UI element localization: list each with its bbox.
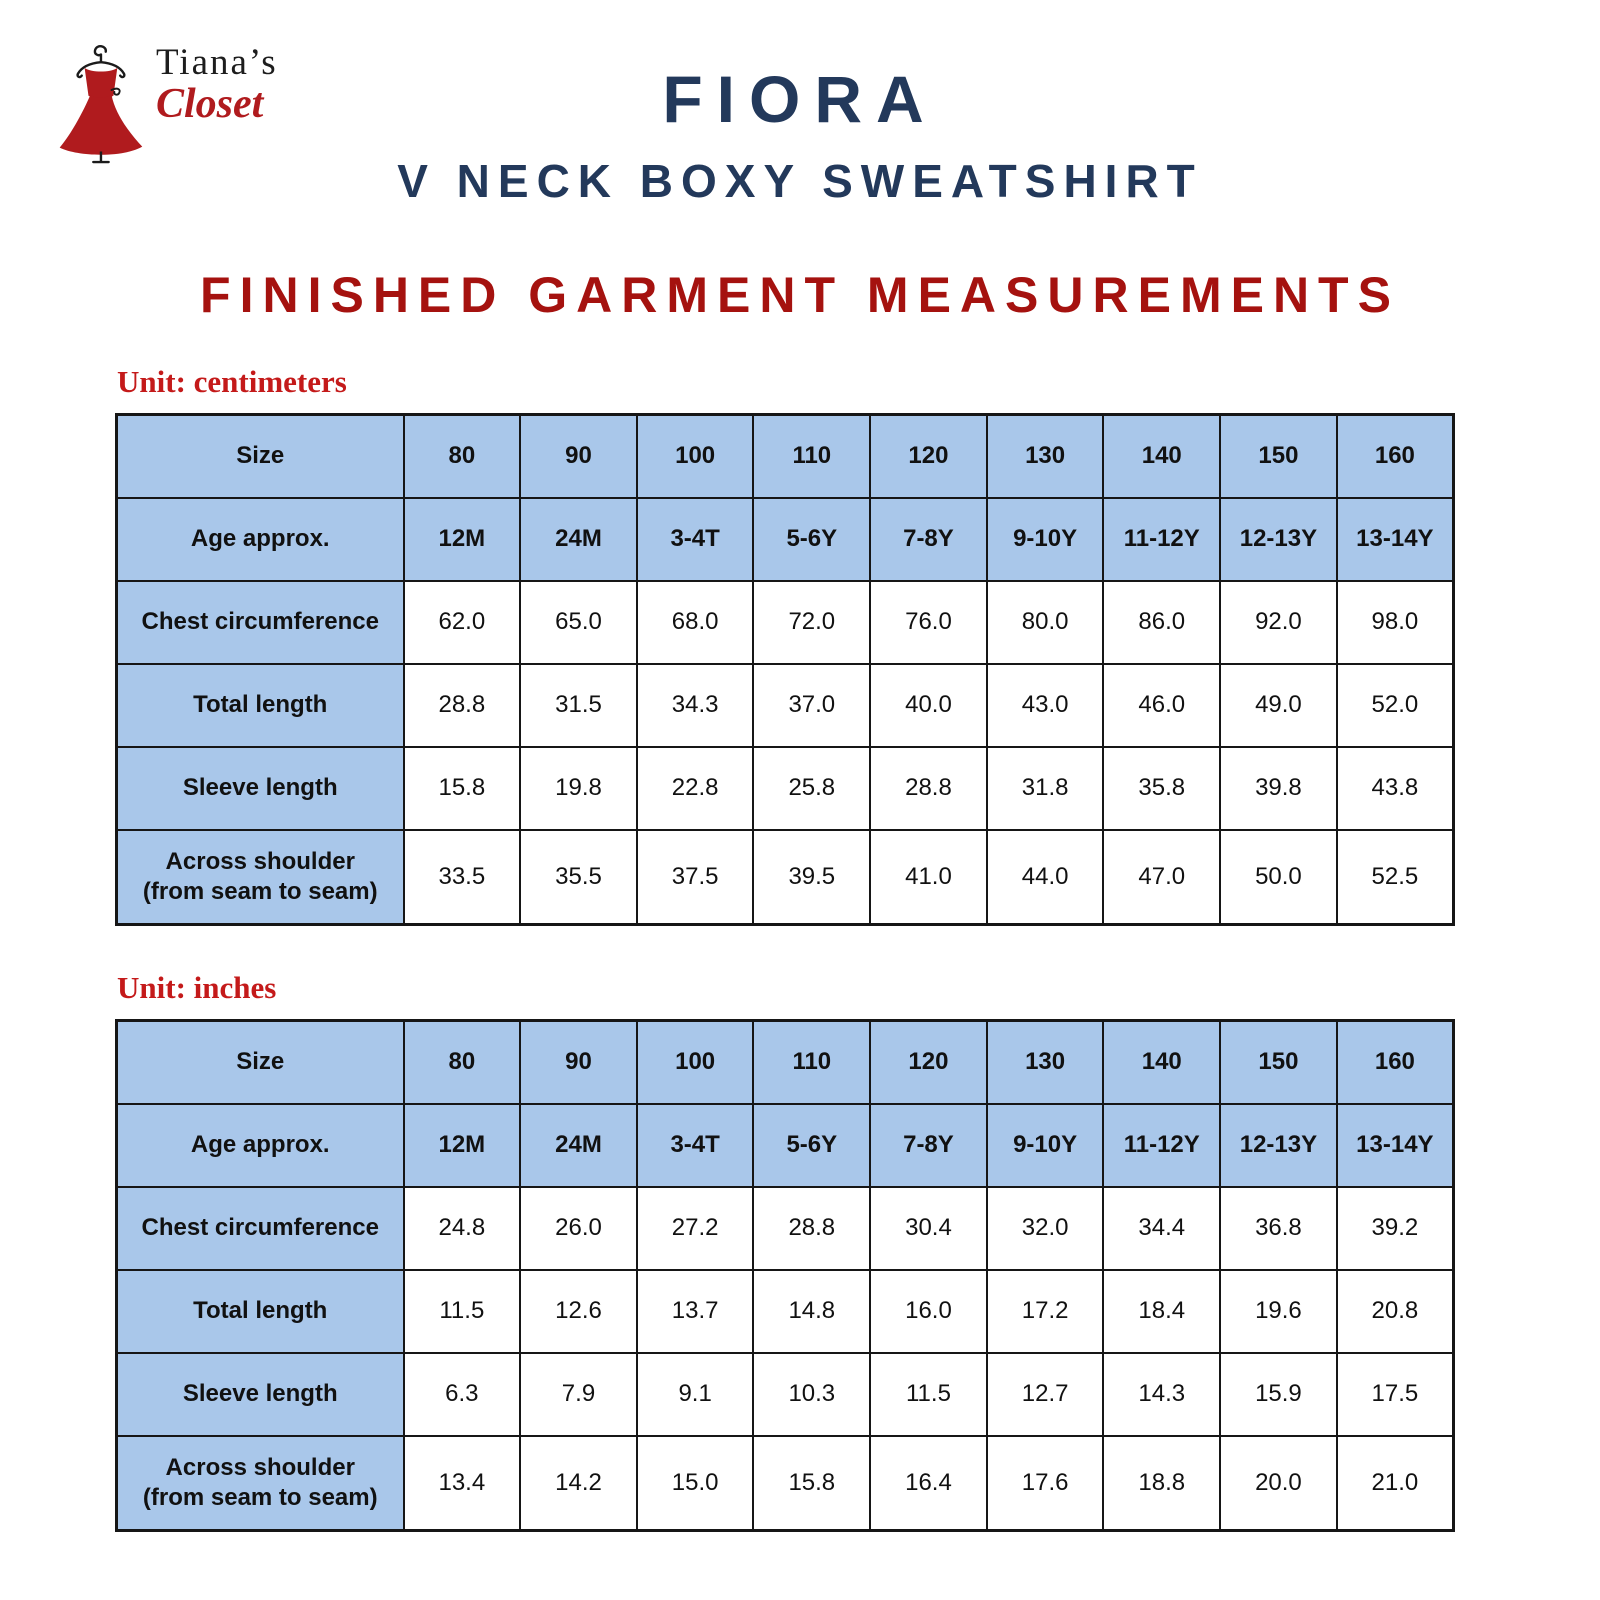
measurement-value-cell: 22.8 bbox=[637, 747, 754, 830]
unit-label-centimeters: Unit: centimeters bbox=[117, 364, 347, 399]
inches-table-section bbox=[115, 972, 1455, 1532]
measurement-value-cell: 25.8 bbox=[753, 747, 870, 830]
measurement-value-cell: 41.0 bbox=[870, 830, 987, 925]
measurement-value-cell: 14.8 bbox=[753, 1270, 870, 1353]
measurement-value-cell: 31.5 bbox=[520, 664, 637, 747]
measurement-value-cell: 21.0 bbox=[1337, 1436, 1454, 1531]
measurement-value-cell: 37.0 bbox=[753, 664, 870, 747]
measurement-value-cell: 65.0 bbox=[520, 581, 637, 664]
measurement-value-cell: 28.8 bbox=[870, 747, 987, 830]
size-header-cell: 90 bbox=[520, 415, 637, 498]
tables-area bbox=[115, 366, 1455, 1532]
brand-wordmark bbox=[156, 36, 278, 125]
age-value-cell: 12M bbox=[404, 1104, 521, 1187]
pattern-subtitle: V NECK BOXY SWEATSHIRT bbox=[397, 155, 1203, 207]
size-header-cell: 120 bbox=[870, 415, 987, 498]
measurement-value-cell: 12.7 bbox=[987, 1353, 1104, 1436]
measurement-value-cell: 15.8 bbox=[404, 747, 521, 830]
measurement-value-cell: 34.3 bbox=[637, 664, 754, 747]
measurement-row-label: Across shoulder (from seam to seam) bbox=[117, 830, 404, 925]
age-value-cell: 5-6Y bbox=[753, 1104, 870, 1187]
measurement-value-cell: 39.8 bbox=[1220, 747, 1337, 830]
size-header-cell: 130 bbox=[987, 415, 1104, 498]
measurement-value-cell: 17.5 bbox=[1337, 1353, 1454, 1436]
size-header-cell: 160 bbox=[1337, 1021, 1454, 1104]
measurement-value-cell: 80.0 bbox=[987, 581, 1104, 664]
measurement-value-cell: 39.2 bbox=[1337, 1187, 1454, 1270]
measurement-value-cell: 6.3 bbox=[404, 1353, 521, 1436]
measurement-table bbox=[115, 413, 1455, 926]
size-header-label: Size bbox=[117, 415, 404, 498]
measurement-row-label: Age approx. bbox=[117, 498, 404, 581]
age-value-cell: 24M bbox=[520, 498, 637, 581]
unit-label-inches: Unit: inches bbox=[117, 970, 277, 1005]
size-header-cell: 130 bbox=[987, 1021, 1104, 1104]
measurement-value-cell: 37.5 bbox=[637, 830, 754, 925]
measurement-value-cell: 35.5 bbox=[520, 830, 637, 925]
measurement-value-cell: 35.8 bbox=[1103, 747, 1220, 830]
age-value-cell: 12-13Y bbox=[1220, 498, 1337, 581]
measurement-row-label: Chest circumference bbox=[117, 581, 404, 664]
measurement-value-cell: 40.0 bbox=[870, 664, 987, 747]
measurement-table bbox=[115, 1019, 1455, 1532]
age-value-cell: 7-8Y bbox=[870, 498, 987, 581]
measurement-value-cell: 10.3 bbox=[753, 1353, 870, 1436]
size-header-cell: 120 bbox=[870, 1021, 987, 1104]
measurement-row-label: Chest circumference bbox=[117, 1187, 404, 1270]
size-header-cell: 160 bbox=[1337, 415, 1454, 498]
age-value-cell: 24M bbox=[520, 1104, 637, 1187]
measurement-row-label: Total length bbox=[117, 664, 404, 747]
measurement-value-cell: 13.4 bbox=[404, 1436, 521, 1531]
cm-table-host bbox=[115, 413, 1455, 926]
measurement-value-cell: 24.8 bbox=[404, 1187, 521, 1270]
measurement-value-cell: 13.7 bbox=[637, 1270, 754, 1353]
brand-name-bottom: Closet bbox=[156, 81, 264, 127]
measurement-value-cell: 15.9 bbox=[1220, 1353, 1337, 1436]
measurement-value-cell: 9.1 bbox=[637, 1353, 754, 1436]
measurement-value-cell: 18.8 bbox=[1103, 1436, 1220, 1531]
measurement-value-cell: 43.8 bbox=[1337, 747, 1454, 830]
size-header-cell: 80 bbox=[404, 415, 521, 498]
measurement-value-cell: 72.0 bbox=[753, 581, 870, 664]
measurement-value-cell: 62.0 bbox=[404, 581, 521, 664]
measurement-value-cell: 16.4 bbox=[870, 1436, 987, 1531]
inches-table-host bbox=[115, 1019, 1455, 1532]
brand-name-top: Tiana’s bbox=[156, 42, 278, 83]
measurement-value-cell: 18.4 bbox=[1103, 1270, 1220, 1353]
measurement-value-cell: 15.8 bbox=[753, 1436, 870, 1531]
measurement-value-cell: 16.0 bbox=[870, 1270, 987, 1353]
size-header-cell: 110 bbox=[753, 415, 870, 498]
size-header-cell: 140 bbox=[1103, 415, 1220, 498]
size-header-cell: 90 bbox=[520, 1021, 637, 1104]
pattern-title: FIORA bbox=[662, 62, 938, 136]
cm-table-section bbox=[115, 366, 1455, 926]
brand-logo bbox=[52, 36, 278, 164]
size-header-cell: 80 bbox=[404, 1021, 521, 1104]
measurement-row-label: Sleeve length bbox=[117, 747, 404, 830]
measurement-value-cell: 20.0 bbox=[1220, 1436, 1337, 1531]
age-value-cell: 3-4T bbox=[637, 498, 754, 581]
measurement-value-cell: 47.0 bbox=[1103, 830, 1220, 925]
measurement-value-cell: 92.0 bbox=[1220, 581, 1337, 664]
measurement-value-cell: 46.0 bbox=[1103, 664, 1220, 747]
measurement-value-cell: 14.3 bbox=[1103, 1353, 1220, 1436]
measurement-row-label: Age approx. bbox=[117, 1104, 404, 1187]
measurement-value-cell: 98.0 bbox=[1337, 581, 1454, 664]
measurement-value-cell: 31.8 bbox=[987, 747, 1104, 830]
measurement-value-cell: 86.0 bbox=[1103, 581, 1220, 664]
measurement-value-cell: 17.2 bbox=[987, 1270, 1104, 1353]
measurement-value-cell: 49.0 bbox=[1220, 664, 1337, 747]
measurement-value-cell: 76.0 bbox=[870, 581, 987, 664]
measurement-value-cell: 43.0 bbox=[987, 664, 1104, 747]
measurement-value-cell: 50.0 bbox=[1220, 830, 1337, 925]
measurement-value-cell: 11.5 bbox=[870, 1353, 987, 1436]
measurement-value-cell: 11.5 bbox=[404, 1270, 521, 1353]
measurement-value-cell: 30.4 bbox=[870, 1187, 987, 1270]
measurement-value-cell: 34.4 bbox=[1103, 1187, 1220, 1270]
size-header-cell: 110 bbox=[753, 1021, 870, 1104]
size-header-cell: 150 bbox=[1220, 415, 1337, 498]
age-value-cell: 13-14Y bbox=[1337, 498, 1454, 581]
age-value-cell: 12-13Y bbox=[1220, 1104, 1337, 1187]
measurement-value-cell: 27.2 bbox=[637, 1187, 754, 1270]
measurement-value-cell: 32.0 bbox=[987, 1187, 1104, 1270]
size-header-cell: 100 bbox=[637, 415, 754, 498]
size-header-cell: 100 bbox=[637, 1021, 754, 1104]
age-value-cell: 13-14Y bbox=[1337, 1104, 1454, 1187]
measurement-value-cell: 28.8 bbox=[753, 1187, 870, 1270]
age-value-cell: 12M bbox=[404, 498, 521, 581]
measurement-value-cell: 33.5 bbox=[404, 830, 521, 925]
age-value-cell: 9-10Y bbox=[987, 498, 1104, 581]
age-value-cell: 7-8Y bbox=[870, 1104, 987, 1187]
age-value-cell: 11-12Y bbox=[1103, 1104, 1220, 1187]
measurement-value-cell: 52.0 bbox=[1337, 664, 1454, 747]
age-value-cell: 5-6Y bbox=[753, 498, 870, 581]
measurement-row-label: Sleeve length bbox=[117, 1353, 404, 1436]
measurement-value-cell: 36.8 bbox=[1220, 1187, 1337, 1270]
measurement-value-cell: 28.8 bbox=[404, 664, 521, 747]
age-value-cell: 3-4T bbox=[637, 1104, 754, 1187]
age-value-cell: 11-12Y bbox=[1103, 498, 1220, 581]
measurement-value-cell: 39.5 bbox=[753, 830, 870, 925]
measurement-value-cell: 52.5 bbox=[1337, 830, 1454, 925]
measurement-value-cell: 17.6 bbox=[987, 1436, 1104, 1531]
measurement-value-cell: 44.0 bbox=[987, 830, 1104, 925]
size-header-cell: 140 bbox=[1103, 1021, 1220, 1104]
size-header-cell: 150 bbox=[1220, 1021, 1337, 1104]
measurement-value-cell: 26.0 bbox=[520, 1187, 637, 1270]
measurement-value-cell: 19.8 bbox=[520, 747, 637, 830]
measurement-value-cell: 12.6 bbox=[520, 1270, 637, 1353]
measurement-value-cell: 7.9 bbox=[520, 1353, 637, 1436]
measurement-value-cell: 68.0 bbox=[637, 581, 754, 664]
section-heading: FINISHED GARMENT MEASUREMENTS bbox=[200, 267, 1400, 323]
measurement-value-cell: 19.6 bbox=[1220, 1270, 1337, 1353]
age-value-cell: 9-10Y bbox=[987, 1104, 1104, 1187]
measurement-row-label: Total length bbox=[117, 1270, 404, 1353]
measurement-value-cell: 20.8 bbox=[1337, 1270, 1454, 1353]
measurement-row-label: Across shoulder (from seam to seam) bbox=[117, 1436, 404, 1531]
size-header-label: Size bbox=[117, 1021, 404, 1104]
dress-form-icon bbox=[52, 42, 148, 164]
measurement-value-cell: 15.0 bbox=[637, 1436, 754, 1531]
measurement-value-cell: 14.2 bbox=[520, 1436, 637, 1531]
